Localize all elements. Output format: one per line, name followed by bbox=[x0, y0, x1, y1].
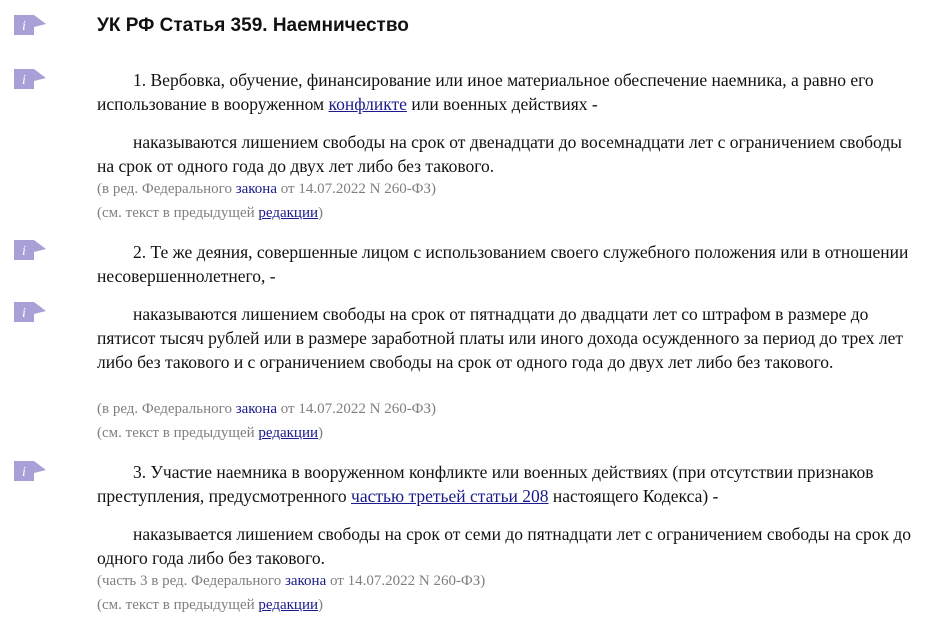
info-icon[interactable] bbox=[13, 461, 47, 481]
law-link[interactable]: закона bbox=[235, 181, 277, 197]
amendment-note: (в ред. Федерального закона от 14.07.2022 N 260-ФЗ) bbox=[97, 181, 437, 197]
article-208-link[interactable]: частью третьей статьи 208 bbox=[351, 486, 549, 506]
svg-text:i: i bbox=[22, 465, 26, 480]
law-link[interactable]: закона bbox=[235, 401, 277, 417]
article-part-1: 1. Вербовка, обучение, финансирование или иное материальное обеспечение наемника, а равно его использование в вооруженном конфликте или военных действиях - bbox=[97, 70, 874, 114]
part-2-sanction: наказываются лишением свободы на срок от пятнадцати до двадцати лет со штрафом в размере до пятисот тысяч рублей или в размере заработной платы или иного дохода осужденного за период до трех лет либо без такового и с ограничением свободы на срок от одного года до двух лет либо без такового. bbox=[97, 304, 903, 372]
edition-link[interactable]: редакции bbox=[258, 425, 319, 441]
edition-link[interactable]: редакции bbox=[258, 205, 319, 221]
previous-edition-note: (см. текст в предыдущей редакции) bbox=[97, 205, 324, 221]
previous-edition-note: (см. текст в предыдущей редакции) bbox=[97, 597, 324, 613]
svg-text:i: i bbox=[22, 73, 26, 88]
amendment-note: (часть 3 в ред. Федерального закона от 14.07.2022 N 260-ФЗ) bbox=[97, 573, 486, 589]
article-part-3: 3. Участие наемника в вооруженном конфликте или военных действиях (при отсутствии признаков преступления, предусмотренного частью третьей статьи 208 настоящего Кодекса) - bbox=[97, 462, 874, 506]
part-3-sanction: наказывается лишением свободы на срок от семи до пятнадцати лет с ограничением свободы на срок до одного года либо без такового. bbox=[97, 524, 912, 568]
article-part-2: 2. Те же деяния, совершенные лицом с использованием своего служебного положения или в отношении несовершеннолетнего, - bbox=[97, 242, 909, 286]
info-icon[interactable] bbox=[13, 69, 47, 89]
page-title: УК РФ Статья 359. Наемничество bbox=[97, 15, 409, 36]
previous-edition-note: (см. текст в предыдущей редакции) bbox=[97, 425, 324, 441]
info-icon[interactable] bbox=[13, 15, 47, 35]
info-icon[interactable] bbox=[13, 302, 47, 322]
part-1-sanction: наказываются лишением свободы на срок от двенадцати до восемнадцати лет с ограничением свободы на срок от одного года до двух лет либо без такового. bbox=[97, 132, 902, 176]
svg-text:i: i bbox=[22, 306, 26, 321]
edition-link[interactable]: редакции bbox=[258, 597, 319, 613]
svg-text:i: i bbox=[22, 19, 26, 34]
svg-text:i: i bbox=[22, 244, 26, 259]
law-link[interactable]: закона bbox=[284, 573, 327, 589]
info-icon[interactable] bbox=[13, 240, 47, 260]
conflict-link[interactable]: конфликте bbox=[328, 94, 407, 114]
amendment-note: (в ред. Федерального закона от 14.07.2022 N 260-ФЗ) bbox=[97, 401, 437, 417]
